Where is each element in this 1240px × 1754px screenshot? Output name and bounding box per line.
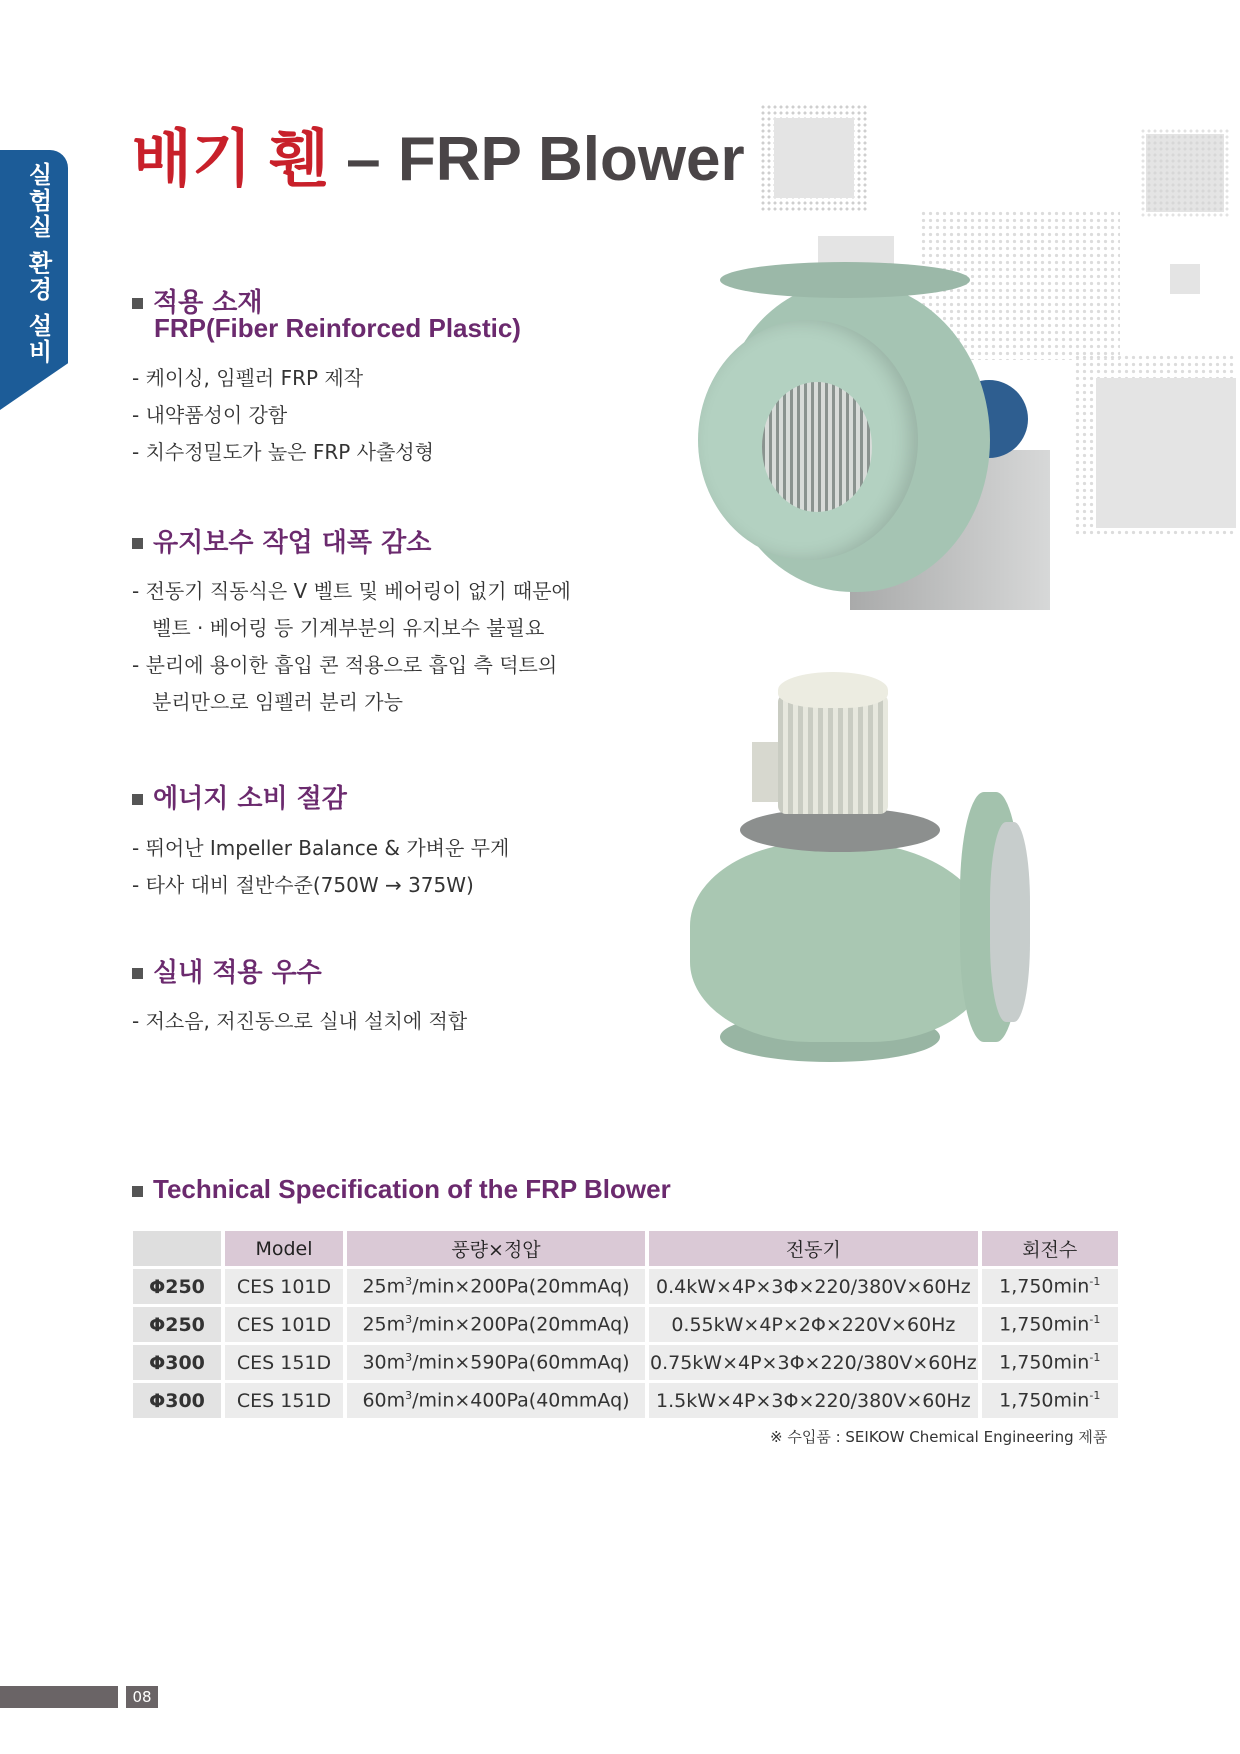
footer-bar: [0, 1686, 118, 1708]
square-bullet-icon: [132, 298, 143, 309]
decorative-pattern: [1140, 128, 1230, 218]
motor-cell: 0.75kW×4P×3Φ×220/380V×60Hz: [649, 1345, 978, 1380]
square-bullet-icon: [132, 1186, 143, 1197]
frp-blower-photo-motor: [660, 672, 1060, 1092]
column-header: 풍량×정압: [347, 1231, 645, 1266]
table-row: [133, 1345, 1118, 1380]
rpm-cell: $1,750\min^{-1}$: [982, 1269, 1118, 1304]
model-cell: CES 151D: [225, 1383, 343, 1418]
decorative-square: [774, 118, 854, 198]
flow-cell: $25m^3/\min\times 200Pa(20mmAq)$: [347, 1269, 645, 1304]
decorative-square: [1096, 378, 1236, 528]
title-english: – FRP Blower: [328, 125, 745, 194]
feature-line: - 치수정밀도가 높은 FRP 사출성형: [132, 440, 434, 464]
section-subheading: FRP(Fiber Reinforced Plastic): [154, 313, 521, 343]
feature-line: 분리만으로 임펠러 분리 가능: [152, 690, 403, 714]
title-korean: 배기 휀: [132, 125, 329, 194]
feature-line: - 저소음, 저진동으로 실내 설치에 적합: [132, 1009, 468, 1033]
size-cell: Φ300: [133, 1345, 221, 1380]
feature-line: - 분리에 용이한 흡입 콘 적용으로 흡입 측 덕트의: [132, 653, 558, 677]
motor-cell: 1.5kW×4P×3Φ×220/380V×60Hz: [649, 1383, 978, 1418]
page-title: [132, 122, 745, 198]
rpm-cell: $1,750\min^{-1}$: [982, 1383, 1118, 1418]
decorative-square: [1170, 264, 1200, 294]
flow-cell: $60m^3/\min\times 400Pa(40mmAq)$: [347, 1383, 645, 1418]
flow-cell: $25m^3/\min\times 200Pa(20mmAq)$: [347, 1307, 645, 1342]
rpm-cell: $1,750\min^{-1}$: [982, 1307, 1118, 1342]
feature-line: - 뛰어난 Impeller Balance & 가벼운 무게: [132, 836, 510, 860]
feature-line: - 전동기 직동식은 V 벨트 및 베어링이 없기 때문에: [132, 579, 571, 603]
size-cell: Φ300: [133, 1383, 221, 1418]
size-cell: Φ250: [133, 1269, 221, 1304]
model-cell: CES 151D: [225, 1345, 343, 1380]
side-category-label: 실험실 환경 설비: [24, 162, 52, 365]
feature-line: - 케이싱, 임펠러 FRP 제작: [132, 366, 364, 390]
feature-line: - 타사 대비 절반수준(750W → 375W): [132, 873, 474, 897]
square-bullet-icon: [132, 538, 143, 549]
rpm-cell: $1,750\min^{-1}$: [982, 1345, 1118, 1380]
column-header: 전동기: [649, 1231, 978, 1266]
table-row: [133, 1383, 1118, 1418]
flow-cell: $30m^3/\min\times 590Pa(60mmAq)$: [347, 1345, 645, 1380]
frp-blower-photo-side: [690, 262, 1070, 632]
motor-cell: 0.55kW×4P×2Φ×220V×60Hz: [649, 1307, 978, 1342]
import-note: ※ 수입품 : SEIKOW Chemical Engineering 제품: [770, 1428, 1108, 1446]
section-heading: 실내 적용 우수: [132, 952, 322, 989]
column-header: 회전수: [982, 1231, 1118, 1266]
table-row: [133, 1307, 1118, 1342]
page-number: 08: [126, 1686, 158, 1708]
spec-heading: Technical Specification of the FRP Blower: [132, 1174, 671, 1205]
square-bullet-icon: [132, 794, 143, 805]
size-cell: Φ250: [133, 1307, 221, 1342]
model-cell: CES 101D: [225, 1269, 343, 1304]
model-cell: CES 101D: [225, 1307, 343, 1342]
feature-line: 벨트 · 베어링 등 기계부분의 유지보수 불필요: [152, 616, 545, 640]
feature-line: - 내약품성이 강함: [132, 403, 288, 427]
table-row: [133, 1269, 1118, 1304]
table-header-row: [133, 1231, 1118, 1266]
section-heading: 에너지 소비 절감: [132, 778, 347, 815]
column-header: [133, 1231, 221, 1266]
spec-table: [129, 1228, 1122, 1421]
column-header: Model: [225, 1231, 343, 1266]
section-heading: 유지보수 작업 대폭 감소: [132, 522, 431, 559]
motor-cell: 0.4kW×4P×3Φ×220/380V×60Hz: [649, 1269, 978, 1304]
square-bullet-icon: [132, 968, 143, 979]
section-heading: 적용 소재: [132, 282, 263, 319]
